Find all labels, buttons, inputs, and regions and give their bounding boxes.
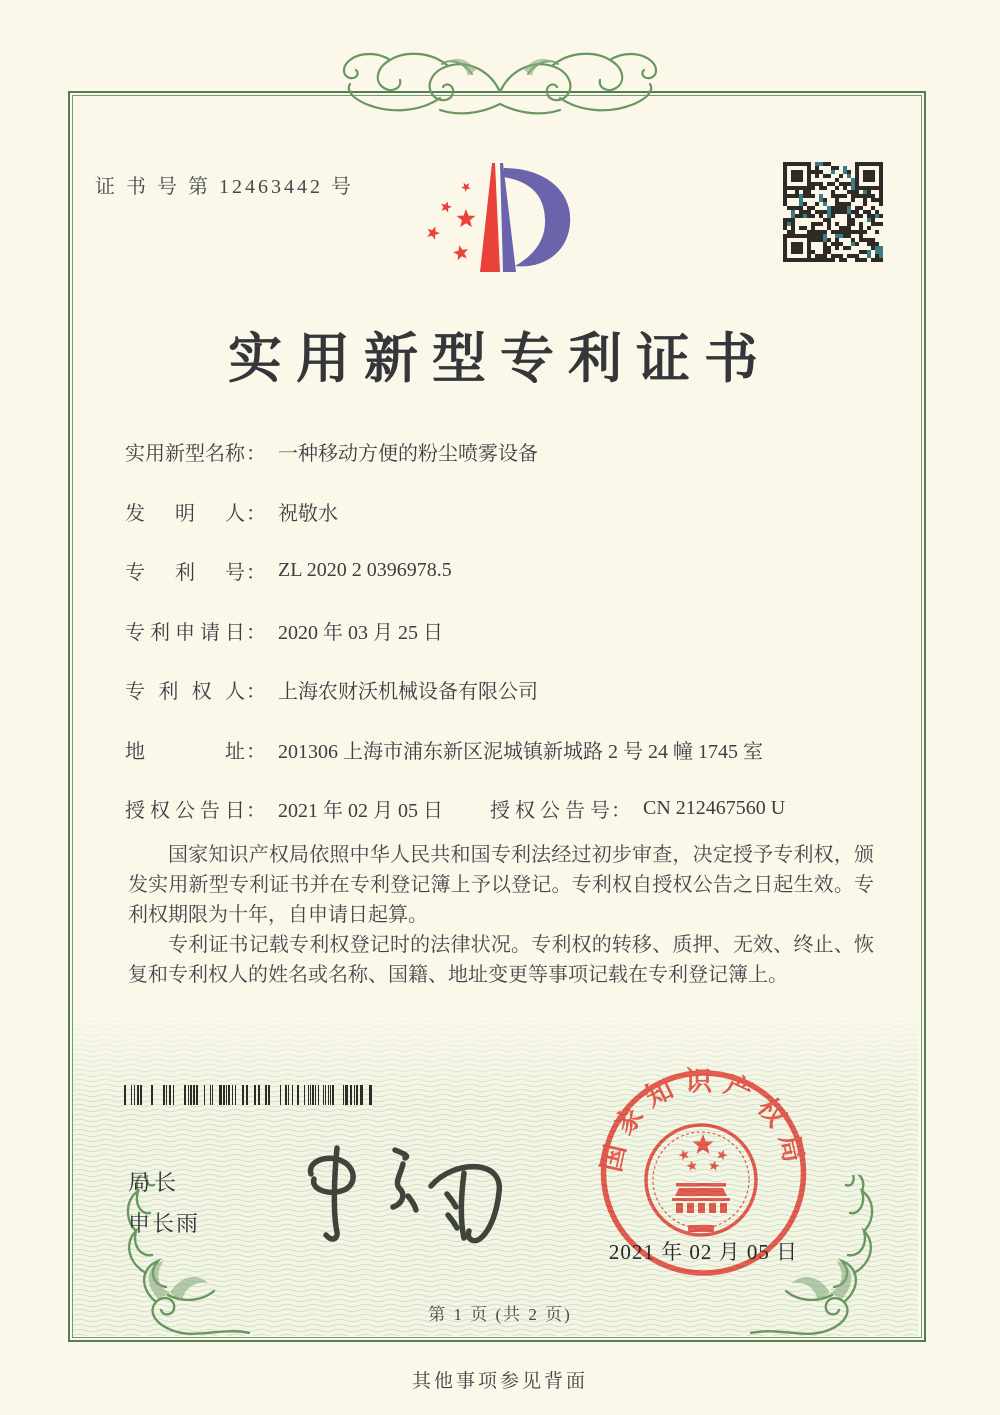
- back-side-note: 其他事项参见背面: [411, 1371, 588, 1392]
- field-value: 上海农财沃机械设备有限公司: [278, 681, 538, 704]
- commissioner-name: 申长雨: [128, 1211, 201, 1236]
- field-row-name: [125, 422, 885, 482]
- legal-paragraph-1: 国家知识产权局依照中华人民共和国专利法经过初步审查，决定授予专利权，颁发实用新型专利证书并在专利登记簿上予以登记。专利权自授权公告之日起生效。专利权期限为十年，自申请日起算。: [128, 844, 874, 926]
- field-row-address: [125, 720, 885, 780]
- field-label: 专利号: [125, 562, 245, 585]
- field-colon: ：: [246, 740, 266, 763]
- field-value: 祝敬水: [278, 502, 338, 525]
- seal-ring-text: 国家知识产权局: [596, 1066, 811, 1175]
- certificate-title: 实用新型专利证书: [228, 329, 772, 389]
- field-colon: ：: [246, 502, 266, 525]
- field-colon: ：: [246, 621, 266, 644]
- field-colon: ：: [246, 562, 266, 585]
- field-colon: ：: [611, 800, 631, 823]
- field-value: ZL 2020 2 0396978.5: [278, 559, 452, 582]
- legal-paragraph-2: 专利证书记载专利权登记时的法律状况。专利权的转移、质押、无效、终止、恢复和专利权人的姓名或名称、国籍、地址变更等事项记载在专利登记簿上。: [128, 934, 874, 986]
- field-value: 一种移动方便的粉尘喷雾设备: [278, 443, 538, 466]
- svg-text:国家知识产权局: [596, 1067, 811, 1175]
- commissioner-title: 局长: [128, 1170, 181, 1195]
- field-label: 发明人: [125, 502, 245, 525]
- page-number: 第 1 页 (共 2 页): [428, 1305, 572, 1324]
- qr-code: [783, 162, 887, 266]
- barcode: [120, 1085, 378, 1105]
- field-value: CN 212467560 U: [643, 797, 786, 820]
- field-row-patent-no: [125, 541, 885, 601]
- commissioner-signature: [283, 1138, 518, 1246]
- field-row-inventor: [125, 482, 885, 542]
- field-label: 地址: [125, 740, 245, 763]
- grant-date-stamp: 2021 年 02 月 05 日: [608, 1240, 799, 1264]
- field-row-grant: [125, 779, 885, 839]
- field-value: 2021 年 02 月 05 日: [278, 800, 443, 823]
- field-value: 2020 年 03 月 25 日: [278, 621, 443, 644]
- field-label: 专利权人: [125, 681, 245, 704]
- field-colon: ：: [246, 681, 266, 704]
- field-colon: ：: [246, 800, 266, 823]
- field-value: 201306 上海市浦东新区泥城镇新城路 2 号 24 幢 1745 室: [278, 740, 763, 763]
- field-label: 实用新型名称: [125, 443, 245, 466]
- field-row-filing-date: [125, 601, 885, 661]
- certificate-number: 证 书 号 第 12463442 号: [95, 176, 354, 198]
- field-row-patentee: [125, 660, 885, 720]
- field-colon: ：: [246, 443, 266, 466]
- cnipa-logo: [416, 150, 576, 290]
- field-label: 专利申请日: [125, 621, 245, 644]
- field-label: 授权公告日: [125, 800, 245, 823]
- legal-text: [128, 840, 874, 990]
- national-emblem: [646, 1125, 756, 1235]
- field-label: 授权公告号: [490, 800, 610, 823]
- field-list: [125, 422, 885, 839]
- grant-number-group: [490, 779, 785, 839]
